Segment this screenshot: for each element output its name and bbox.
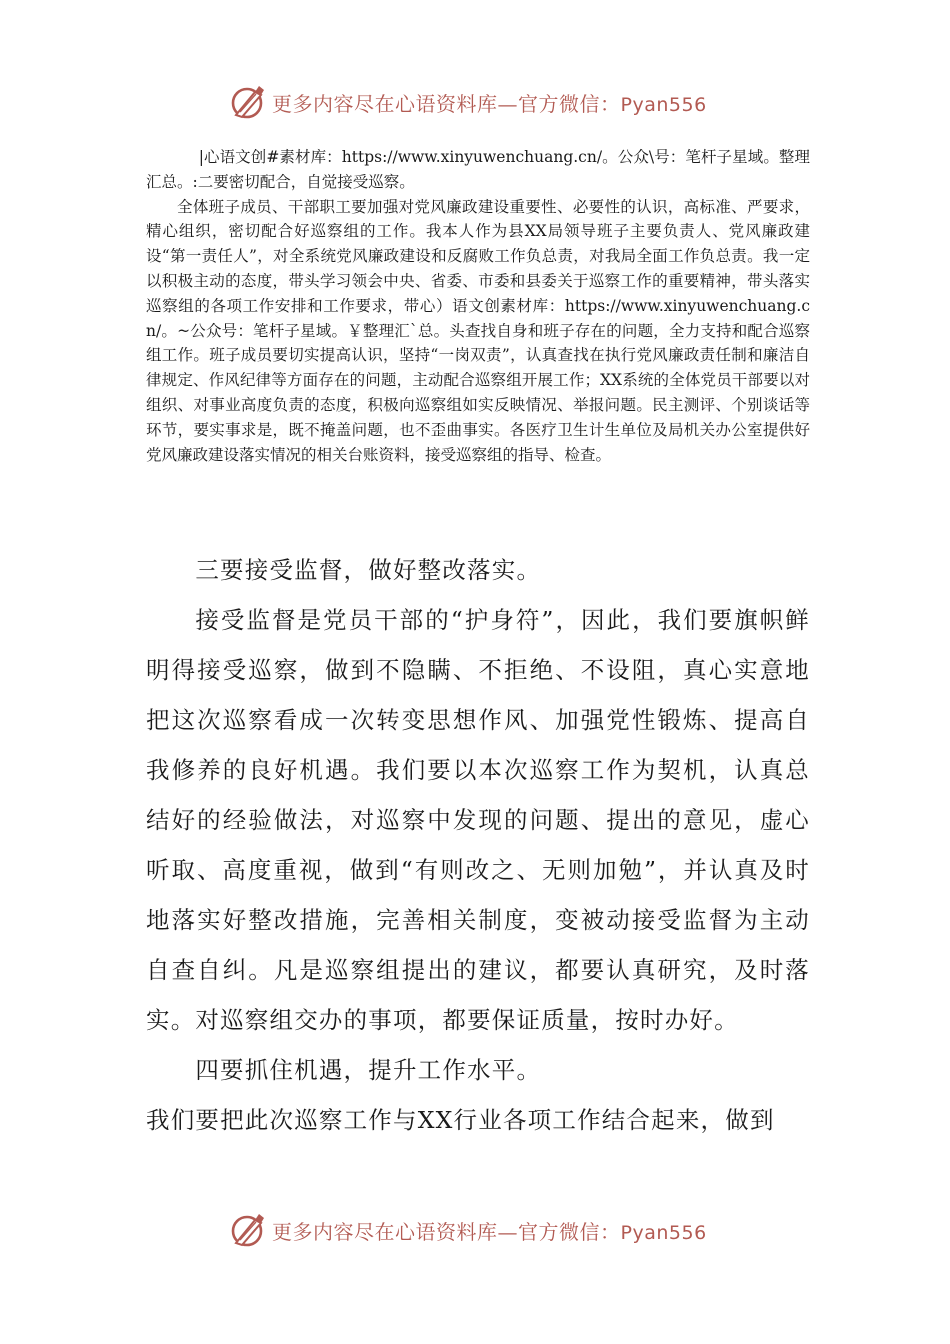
banner-text-cn: 更多内容尽在心语资料库—官方微信： <box>272 1219 621 1244</box>
paragraph-two: 全体班子成员、干部职工要加强对党风廉政建设重要性、必要性的认识，高标准、严要求，精心组织，密切配合好巡察组的工作。我本人作为县XX局领导班子主要负责人、党风廉政建设“第一责任人”，对全系统党风廉政建设和反腐败工作负总责，对我局全面工作负总责。我一定以积极主动的态度，带头学习领会中央、省委、市委和县委关于巡察工作的重要精神，带头落实巡察组的各项工作安排和工作要求，带心）语文创素材库：https://www.xinyuwenchuang.cn/。~公众号：笔杆子星域。￥整理汇`总。头查找自身和班子存在的问题，全力支持和配合巡察组工作。班子成员要切实提高认识，坚持“一岗双责”，认真查找在执行党风廉政责任制和廉洁自律规定、作风纪律等方面存在的问题，主动配合巡察组开展工作；XX系统的全体党员干部要以对组织、对事业高度负责的态度，积极向巡察组如实反映情况、举报问题。民主测评、个别谈话等环节，要实事求是，既不掩盖问题，也不歪曲事实。各医疗卫生计生单位及局机关办公室提供好党风廉政建设落实情况的相关台账资料，接受巡察组的指导、检查。 <box>146 197 810 464</box>
header-banner <box>228 82 728 122</box>
paragraph-intro: |心语文创#素材库：https://www.xinyuwenchuang.cn/。公众\号：笔杆子星域。整理汇总。:二要密切配合，自觉接受巡察。 <box>146 148 810 191</box>
large-text-block <box>146 545 810 1145</box>
small-text-block <box>146 145 810 467</box>
pen-nib-circle-logo-icon <box>228 82 268 122</box>
pen-nib-circle-logo-icon <box>228 1210 268 1250</box>
paragraph-three: 接受监督是党员干部的“护身符”，因此，我们要旗帜鲜明得接受巡察，做到不隐瞒、不拒绝、不设阻，真心实意地把这次巡察看成一次转变思想作风、加强党性锻炼、提高自我修养的良好机遇。我们要以本次巡察工作为契机，认真总结好的经验做法，对巡察中发现的问题、提出的意见，虚心听取、高度重视，做到“有则改之、无则加勉”，并认真及时地落实好整改措施，完善相关制度，变被动接受监督为主动自查自纠。凡是巡察组提出的建议，都要认真研究，及时落实。对巡察组交办的事项，都要保证质量，按时办好。 <box>146 606 810 1034</box>
paragraph-four: 我们要把此次巡察工作与XX行业各项工作结合起来，做到 <box>146 1106 775 1134</box>
banner-text-cn: 更多内容尽在心语资料库—官方微信： <box>272 91 621 116</box>
footer-banner <box>228 1210 728 1250</box>
banner-text <box>272 88 707 117</box>
section-heading-three: 三要接受监督，做好整改落实。 <box>195 556 542 584</box>
section-heading-four: 四要抓住机遇，提升工作水平。 <box>195 1056 542 1084</box>
banner-wechat-id: Pyan556 <box>620 1221 707 1244</box>
banner-text <box>272 1216 707 1245</box>
banner-wechat-id: Pyan556 <box>620 93 707 116</box>
